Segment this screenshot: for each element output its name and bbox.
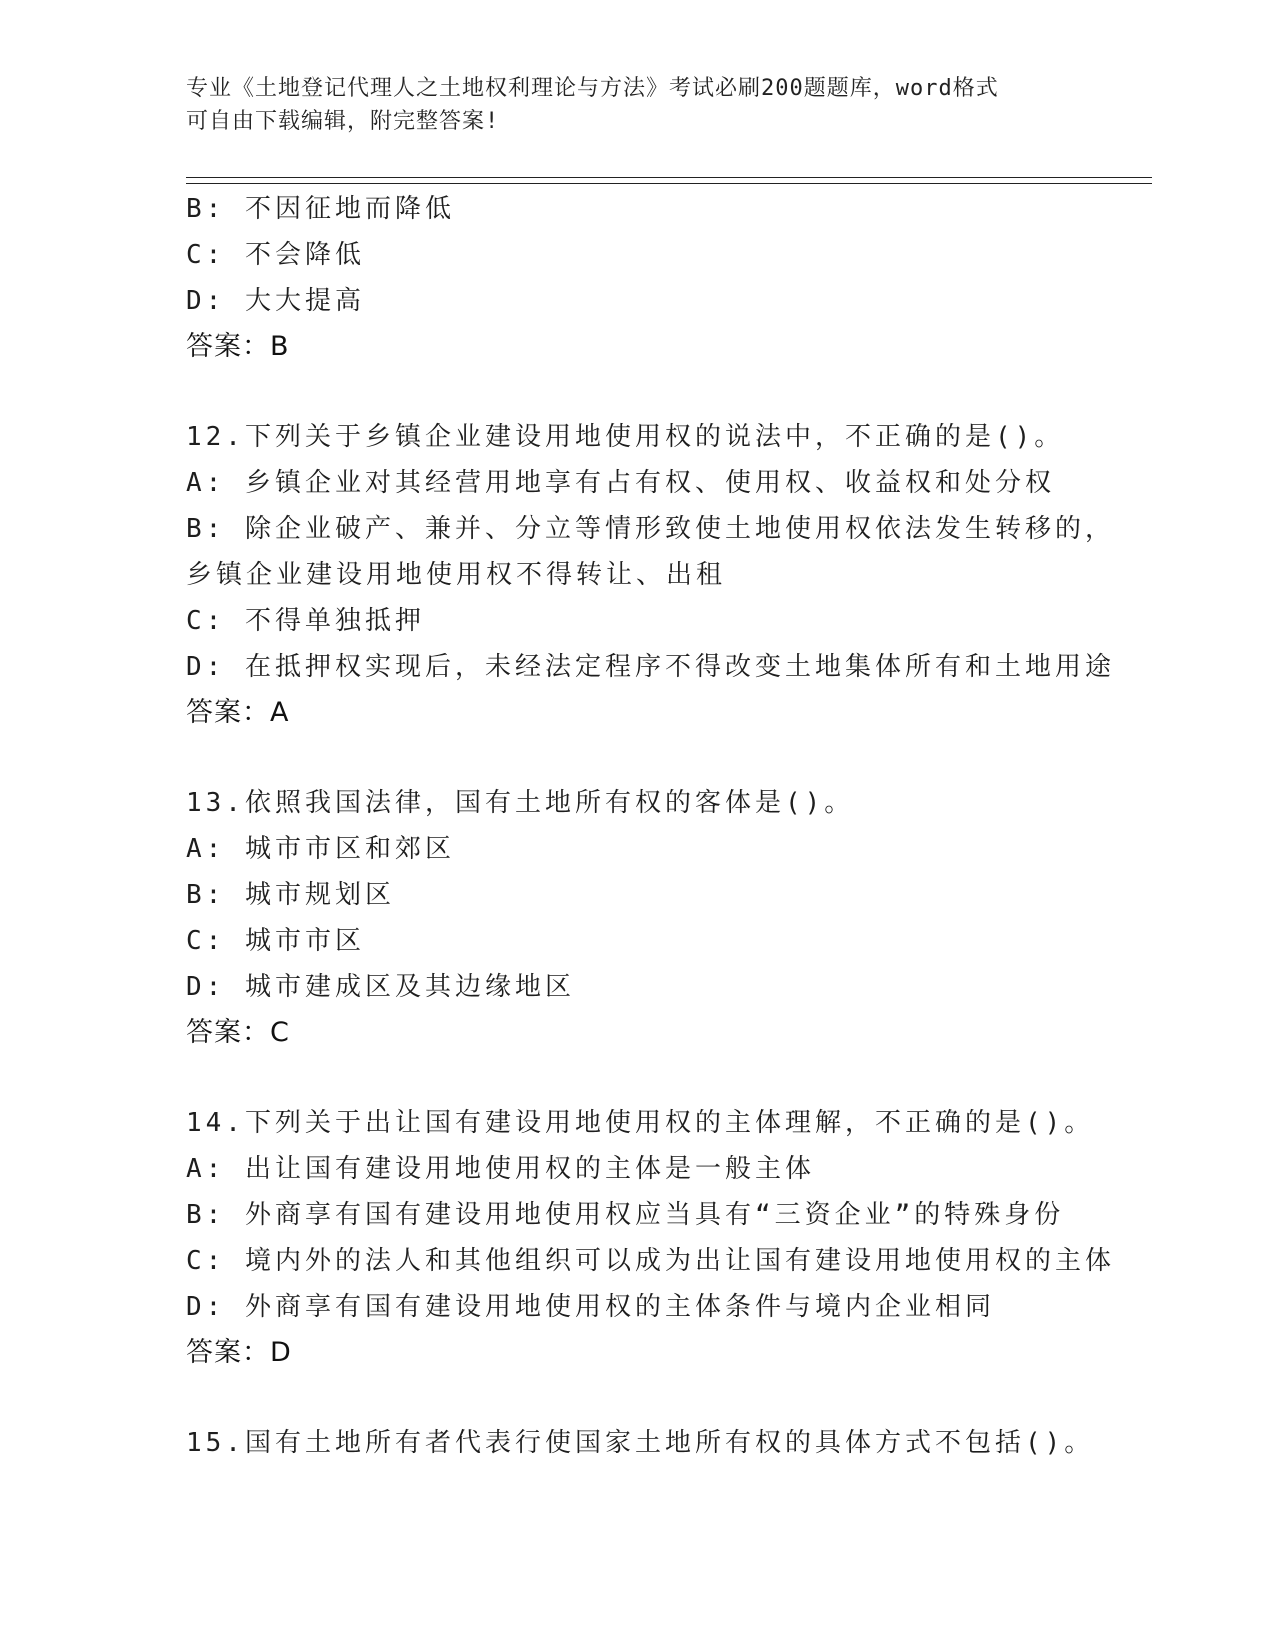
option-a: A: 城市市区和郊区 <box>186 834 455 864</box>
option-d: D: 大大提高 <box>186 286 365 316</box>
question-block-14 <box>186 1100 1186 1376</box>
header-title-line-2: 可自由下载编辑，附完整答案! <box>186 109 500 134</box>
option-b-continued: 乡镇企业建设用地使用权不得转让、出租 <box>186 560 727 590</box>
option-b: B: 外商享有国有建设用地使用权应当具有“三资企业”的特殊身份 <box>186 1200 1065 1230</box>
spacer <box>186 1376 1186 1420</box>
question-text: 12.下列关于乡镇企业建设用地使用权的说法中，不正确的是()。 <box>186 422 1065 452</box>
option-d: D: 外商享有国有建设用地使用权的主体条件与境内企业相同 <box>186 1292 995 1322</box>
question-list <box>186 186 1186 1466</box>
question-block-15 <box>186 1420 1186 1466</box>
answer-label: 答案：D <box>186 1337 292 1368</box>
option-c: C: 城市市区 <box>186 926 365 956</box>
option-d: D: 在抵押权实现后，未经法定程序不得改变土地集体所有和土地用途 <box>186 652 1115 682</box>
option-c: C: 境内外的法人和其他组织可以成为出让国有建设用地使用权的主体 <box>186 1246 1115 1276</box>
option-a: A: 出让国有建设用地使用权的主体是一般主体 <box>186 1154 815 1184</box>
option-d: D: 城市建成区及其边缘地区 <box>186 972 575 1002</box>
header-divider-bottom <box>186 183 1152 184</box>
header-title-line-1: 专业《土地登记代理人之土地权利理论与方法》考试必刷200题题库，word格式 <box>186 76 999 101</box>
question-block-11 <box>186 186 1186 370</box>
question-text: 15.国有土地所有者代表行使国家土地所有权的具体方式不包括()。 <box>186 1428 1095 1458</box>
option-b: B: 除企业破产、兼并、分立等情形致使土地使用权依法发生转移的， <box>186 514 1115 544</box>
option-c: C: 不得单独抵押 <box>186 606 425 636</box>
spacer <box>186 736 1186 780</box>
option-c: C: 不会降低 <box>186 240 365 270</box>
question-text: 14.下列关于出让国有建设用地使用权的主体理解，不正确的是()。 <box>186 1108 1095 1138</box>
question-block-13 <box>186 780 1186 1056</box>
option-b: B: 城市规划区 <box>186 880 395 910</box>
document-header <box>186 72 1066 138</box>
answer-label: 答案：B <box>186 331 290 362</box>
answer-label: 答案：A <box>186 697 290 728</box>
spacer <box>186 1056 1186 1100</box>
option-b: B: 不因征地而降低 <box>186 194 455 224</box>
option-a: A: 乡镇企业对其经营用地享有占有权、使用权、收益权和处分权 <box>186 468 1055 498</box>
header-divider-top <box>186 177 1152 178</box>
answer-label: 答案：C <box>186 1017 290 1048</box>
question-block-12 <box>186 414 1186 736</box>
question-text: 13.依照我国法律，国有土地所有权的客体是()。 <box>186 788 855 818</box>
spacer <box>186 370 1186 414</box>
